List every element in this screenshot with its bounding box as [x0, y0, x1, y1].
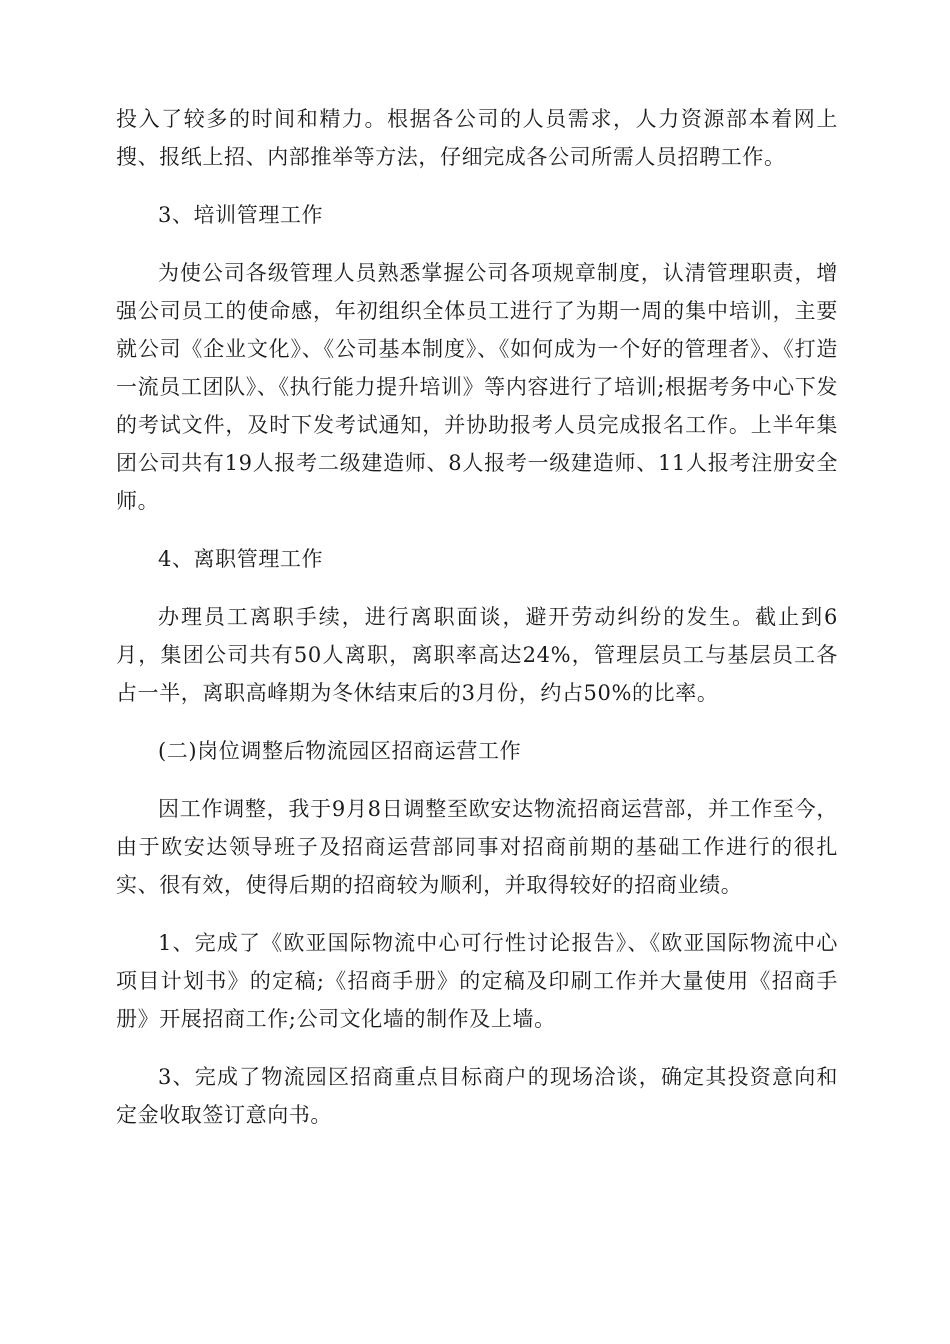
document-body	[116, 100, 838, 1154]
paragraph-item-1: 1、完成了《欧亚国际物流中心可行性讨论报告》、《欧亚国际物流中心项目计划书》的定稿;《招商手册》的定稿及印刷工作并大量使用《招商手册》开展招商工作;公司文化墙的制作及上墙。	[116, 931, 838, 1031]
paragraph-training: 为使公司各级管理人员熟悉掌握公司各项规章制度，认清管理职责，增强公司员工的使命感，年初组织全体员工进行了为期一周的集中培训，主要就公司《企业文化》、《公司基本制度》、《如何成为一个好的管理者》、《打造一流员工团队》、《执行能力提升培训》等内容进行了培训;根据考务中心下发的考试文件，及时下发考试通知，并协助报考人员完成报名工作。上半年集团公司共有19人报考二级建造师、8人报考一级建造师、11人报考注册安全师。	[116, 261, 838, 513]
heading-resignation-management: 4、离职管理工作	[158, 547, 324, 571]
paragraph-job-adjustment: 因工作调整，我于9月8日调整至欧安达物流招商运营部，并工作至今，由于欧安达领导班子及招商运营部同事对招商前期的基础工作进行的很扎实、很有效，使得后期的招商较为顺利，并取得较好的招商业绩。	[116, 797, 838, 897]
paragraph-item-3: 3、完成了物流园区招商重点目标商户的现场洽谈，确定其投资意向和定金收取签订意向书。	[116, 1065, 838, 1127]
paragraph-recruitment-continuation: 投入了较多的时间和精力。根据各公司的人员需求，人力资源部本着网上搜、报纸上招、内部推举等方法，仔细完成各公司所需人员招聘工作。	[116, 107, 838, 169]
heading-logistics-park-operations: (二)岗位调整后物流园区招商运营工作	[158, 739, 522, 763]
heading-training-management: 3、培训管理工作	[158, 203, 324, 227]
paragraph-resignation: 办理员工离职手续，进行离职面谈，避开劳动纠纷的发生。截止到6月，集团公司共有50人离职，离职率高达24%，管理层员工与基层员工各占一半，离职高峰期为冬休结束后的3月份，约占50%的比率。	[116, 605, 838, 705]
